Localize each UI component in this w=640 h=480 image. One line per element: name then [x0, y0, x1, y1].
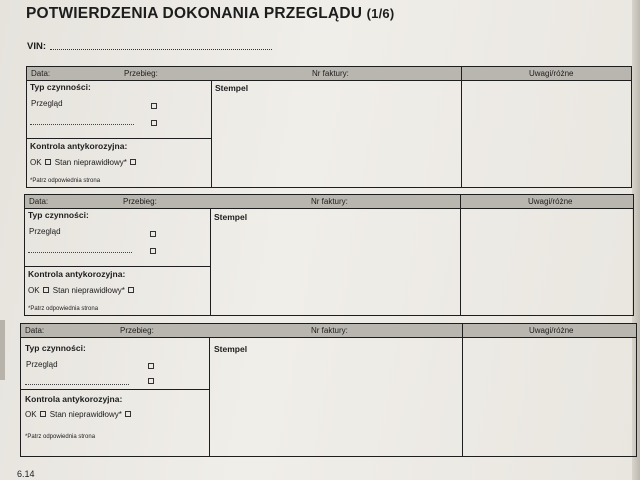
mileage-label: Przebieg: [120, 326, 154, 335]
other-service-checkbox[interactable] [148, 378, 154, 384]
binding-tab [0, 320, 5, 380]
other-service-checkbox[interactable] [151, 120, 157, 126]
title-suffix: (1/6) [366, 6, 395, 21]
inspection-label: Przegląd [29, 227, 61, 236]
divider [27, 138, 211, 139]
page-number: 6.14 [17, 469, 35, 479]
abnormal-label: Stan nieprawidłowy* [49, 410, 122, 419]
service-type-column [25, 208, 211, 315]
divider [462, 337, 463, 456]
ok-label: OK [25, 410, 37, 419]
abnormal-label: Stan nieprawidłowy* [54, 158, 127, 167]
date-label: Data: [31, 69, 51, 78]
inspection-label: Przegląd [26, 360, 58, 369]
other-service-checkbox[interactable] [150, 248, 156, 254]
other-service-line[interactable] [25, 384, 129, 385]
title-main: POTWIERDZENIA DOKONANIA PRZEGLĄDU [26, 5, 363, 22]
corrosion-check-label: Kontrola antykorozyjna: [30, 141, 128, 151]
service-record-3 [20, 323, 637, 457]
corrosion-check-label: Kontrola antykorozyjna: [25, 394, 123, 404]
divider [461, 67, 462, 80]
remarks-label: Uwagi/różne [528, 197, 573, 206]
divider [21, 389, 209, 390]
service-type-label: Typ czynności: [28, 210, 89, 220]
mileage-label: Przebieg: [123, 197, 157, 206]
stamp-label: Stempel [214, 212, 248, 222]
footnote: *Patrz odpowiednia strona [25, 434, 96, 440]
stamp-label: Stempel [214, 344, 248, 354]
vin-field[interactable] [27, 41, 272, 52]
service-type-column [27, 80, 212, 187]
service-type-label: Typ czynności: [30, 82, 91, 92]
divider [460, 195, 461, 208]
service-type-column [21, 337, 210, 456]
remarks-label: Uwagi/różne [529, 69, 574, 78]
other-service-line[interactable] [28, 252, 132, 253]
ok-checkbox[interactable] [40, 411, 46, 417]
ok-checkbox[interactable] [43, 287, 49, 293]
other-service-line[interactable] [30, 124, 134, 125]
corrosion-options [25, 410, 133, 419]
vin-dotted-line[interactable] [50, 49, 272, 50]
service-type-label: Typ czynności: [25, 343, 86, 353]
remarks-label: Uwagi/różne [529, 326, 574, 335]
footnote: *Patrz odpowiednia strona [30, 178, 101, 184]
record-header [27, 67, 631, 81]
record-header [21, 324, 636, 338]
inspection-checkbox[interactable] [150, 231, 156, 237]
divider [460, 208, 461, 315]
record-header [25, 195, 633, 209]
divider [462, 324, 463, 337]
footnote: *Patrz odpowiednia strona [28, 306, 99, 312]
mileage-label: Przebieg: [124, 69, 158, 78]
stamp-label: Stempel [215, 83, 249, 93]
invoice-number-label: Nr faktury: [312, 69, 349, 78]
date-label: Data: [29, 197, 49, 206]
ok-label: OK [28, 286, 40, 295]
inspection-checkbox[interactable] [148, 363, 154, 369]
service-record-2 [24, 194, 634, 316]
invoice-number-label: Nr faktury: [311, 326, 348, 335]
abnormal-label: Stan nieprawidłowy* [52, 286, 125, 295]
inspection-checkbox[interactable] [151, 103, 157, 109]
divider [25, 266, 210, 267]
corrosion-check-label: Kontrola antykorozyjna: [28, 269, 126, 279]
abnormal-checkbox[interactable] [125, 411, 131, 417]
divider [461, 80, 462, 187]
ok-label: OK [30, 158, 42, 167]
ok-checkbox[interactable] [45, 159, 51, 165]
service-record-1 [26, 66, 632, 188]
date-label: Data: [25, 326, 45, 335]
abnormal-checkbox[interactable] [130, 159, 136, 165]
page-title [26, 5, 394, 23]
corrosion-options [28, 286, 136, 295]
corrosion-options [30, 158, 138, 167]
inspection-label: Przegląd [31, 99, 63, 108]
invoice-number-label: Nr faktury: [311, 197, 348, 206]
vin-label: VIN: [27, 41, 46, 52]
abnormal-checkbox[interactable] [128, 287, 134, 293]
